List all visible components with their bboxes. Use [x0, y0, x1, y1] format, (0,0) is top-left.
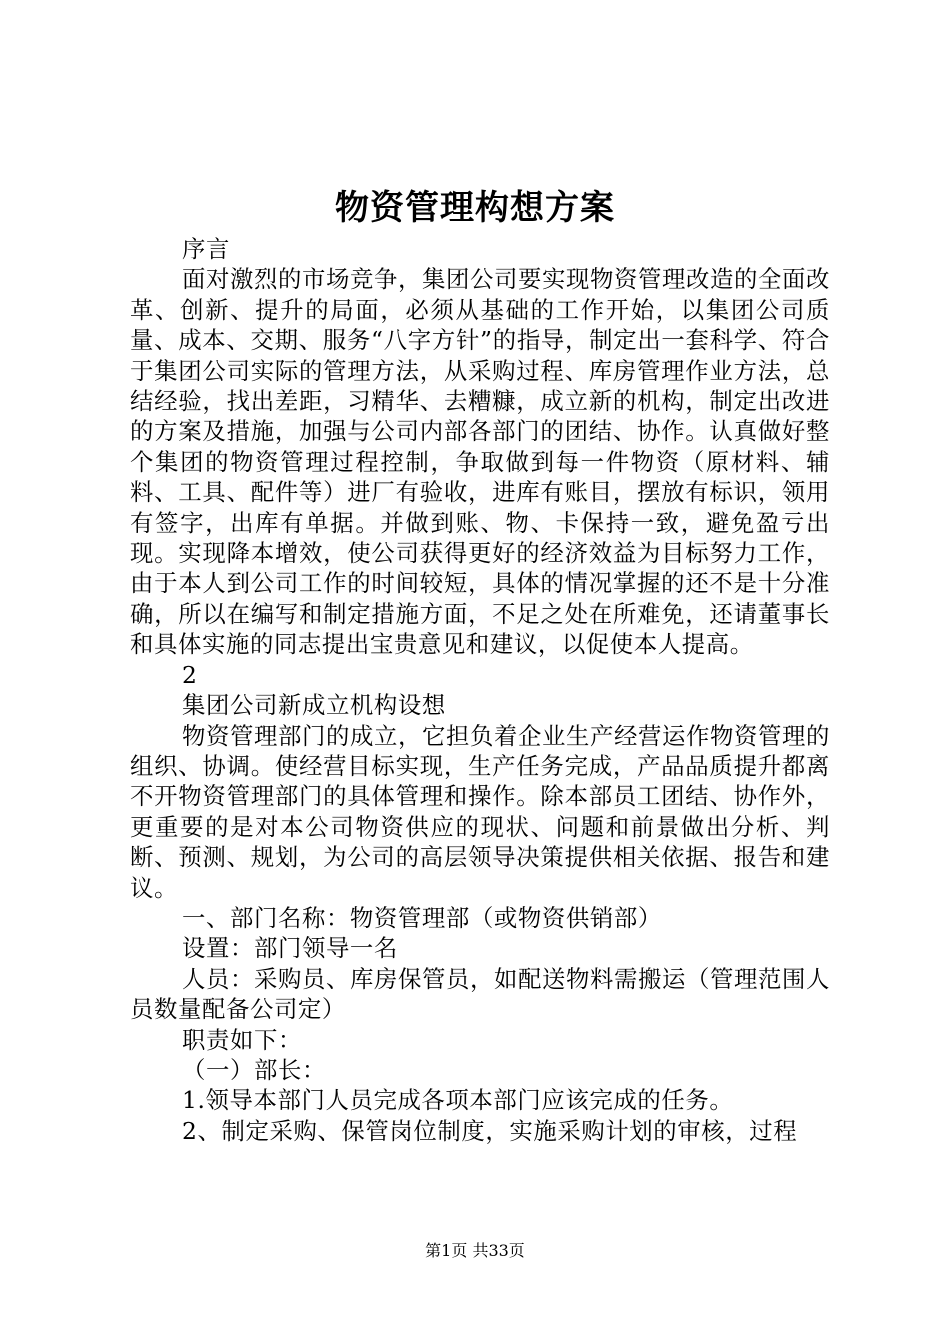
- section-number: 2: [182, 660, 198, 689]
- list-item-staff: 人员：采购员、库房保管员，如配送物料需搬运（管理范围人员数量配备公司定）: [130, 964, 830, 1024]
- list-item-setup: 设置：部门领导一名: [182, 934, 398, 963]
- document-body: [130, 234, 830, 1146]
- page-footer: 第1页 共33页: [425, 1241, 525, 1260]
- list-item-duties-heading: 职责如下：: [182, 1025, 302, 1054]
- paragraph-department-role: 物资管理部门的成立，它担负着企业生产经营运作物资管理的组织、协调。使经营目标实现，生产任务完成，产品品质提升都离不开物资管理部门的具体管理和操作。除本部员工团结、协作外，更重要的是对本公司物资供应的现状、问题和前景做出分析、判断、预测、规划，为公司的高层领导决策提供相关依据、报告和建议。: [130, 721, 830, 902]
- document-title: 物资管理构想方案: [335, 188, 615, 228]
- section-heading-preface: 序言: [182, 235, 230, 263]
- list-item-duty-1: 1.领导本部门人员完成各项本部门应该完成的任务。: [182, 1086, 734, 1115]
- section-heading-new-organization: 集团公司新成立机构设想: [182, 691, 446, 720]
- list-item-duty-2: 2、制定采购、保管岗位制度，实施采购计划的审核，过程: [182, 1116, 798, 1145]
- list-item-department-name: 一、部门名称：物资管理部（或物资供销部）: [182, 903, 662, 932]
- list-item-minister: （一）部长：: [182, 1055, 326, 1084]
- paragraph-preface-body: 面对激烈的市场竞争，集团公司要实现物资管理改造的全面改革、创新、提升的局面，必须从基础的工作开始，以集团公司质量、成本、交期、服务“八字方针”的指导，制定出一套科学、符合于集团公司实际的管理方法，从采购过程、库房管理作业方法，总结经验，找出差距，习精华、去糟糠，成立新的机构，制定出改进的方案及措施，加强与公司内部各部门的团结、协作。认真做好整个集团的物资管理过程控制，争取做到每一件物资（原材料、辅料、工具、配件等）进厂有验收，进库有账目，摆放有标识，领用有签字，出库有单据。并做到账、物、卡保持一致，避免盈亏出现。实现降本增效，使公司获得更好的经济效益为目标努力工作，由于本人到公司工作的时间较短，具体的情况掌握的还不是十分准确，所以在编写和制定措施方面，不足之处在所难免，还请董事长和具体实施的同志提出宝贵意见和建议，以促使本人提高。: [130, 265, 830, 659]
